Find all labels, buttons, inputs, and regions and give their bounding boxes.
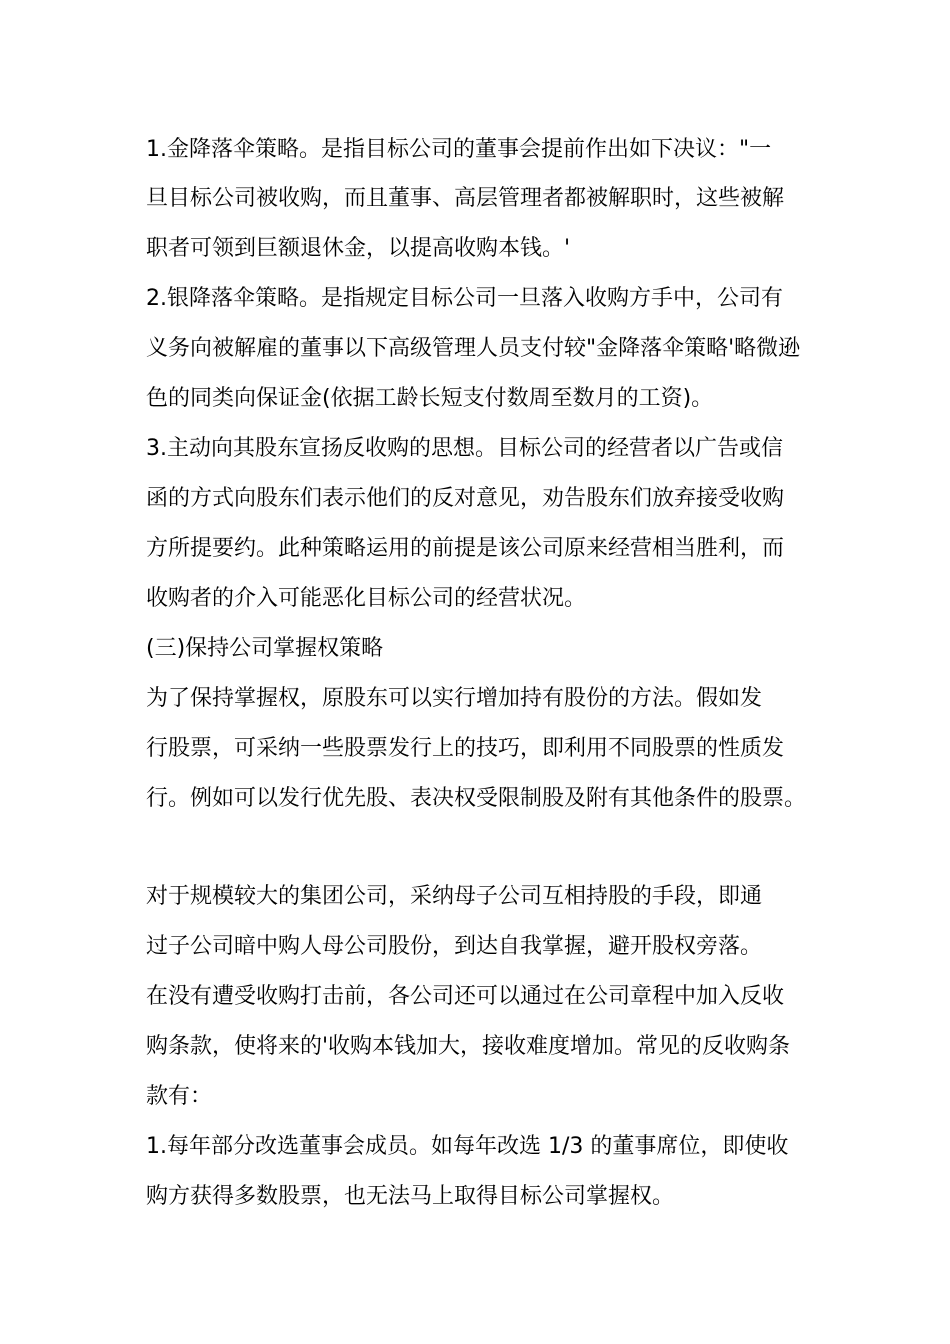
text-line: 旦目标公司被收购，而且董事、高层管理者都被解职时，这些被解 <box>146 186 785 211</box>
text-line: 行股票，可采纳一些股票发行上的技巧，即利用不同股票的性质发 <box>146 736 785 761</box>
text-line: 为了保持掌握权，原股东可以实行增加持有股份的方法。假如发 <box>146 686 763 711</box>
text-line: 1.每年部分改选董事会成员。如每年改选 1/3 的董事席位，即使收 <box>146 1134 789 1159</box>
text-line: 行。例如可以发行优先股、表决权受限制股及附有其他条件的股票。 <box>146 786 807 811</box>
text-line: 收购者的介入可能恶化目标公司的经营状况。 <box>146 586 587 611</box>
text-line: 在没有遭受收购打击前，各公司还可以通过在公司章程中加入反收 <box>146 984 785 1009</box>
text-line: 职者可领到巨额退休金，以提高收购本钱。' <box>146 236 571 261</box>
text-line: 函的方式向股东们表示他们的反对意见，劝告股东们放弃接受收购 <box>146 486 785 511</box>
text-line: 3.主动向其股东宣扬反收购的思想。目标公司的经营者以广告或信 <box>146 436 783 461</box>
text-line: 义务向被解雇的董事以下高级管理人员支付较"金降落伞策略'略微逊 <box>146 336 801 361</box>
text-line: 对于规模较大的集团公司，采纳母子公司互相持股的手段，即通 <box>146 884 763 909</box>
section-heading: (三)保持公司掌握权策略 <box>146 636 384 661</box>
text-line: 过子公司暗中购人母公司股份，到达自我掌握，避开股权旁落。 <box>146 934 763 959</box>
text-line: 购条款，使将来的'收购本钱加大，接收难度增加。常见的反收购条 <box>146 1034 791 1059</box>
text-line: 2.银降落伞策略。是指规定目标公司一旦落入收购方手中，公司有 <box>146 286 783 311</box>
text-line: 款有： <box>146 1084 213 1109</box>
text-line: 方所提要约。此种策略运用的前提是该公司原来经营相当胜利，而 <box>146 536 785 561</box>
text-line: 购方获得多数股票，也无法马上取得目标公司掌握权。 <box>146 1184 675 1209</box>
text-line: 色的同类向保证金(依据工龄长短支付数周至数月的工资)。 <box>146 386 714 411</box>
text-line: 1.金降落伞策略。是指目标公司的董事会提前作出如下决议："一 <box>146 137 772 162</box>
